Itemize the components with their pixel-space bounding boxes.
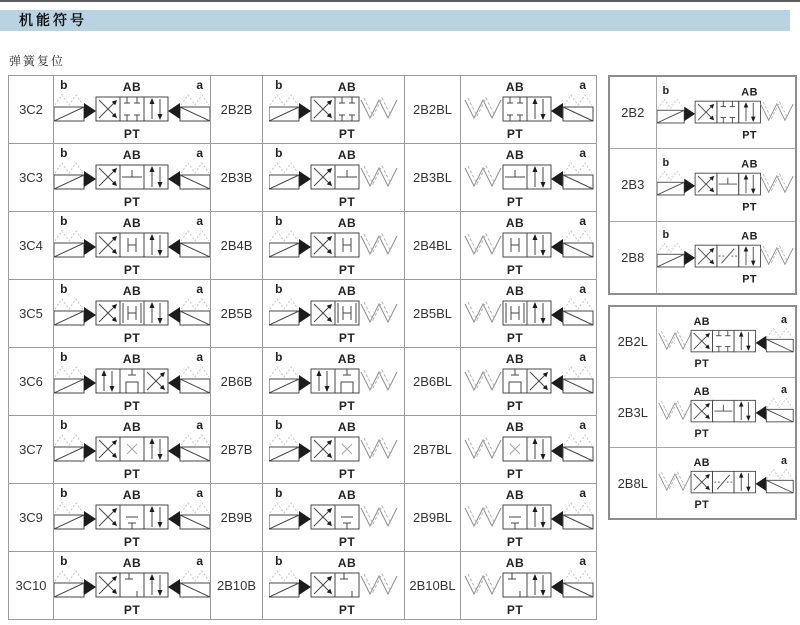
svg-text:PT: PT xyxy=(123,330,141,345)
valve-symbol-cell xyxy=(656,221,795,293)
valve-symbol-cell xyxy=(656,448,795,518)
svg-text:a: a xyxy=(196,281,204,296)
svg-text:b: b xyxy=(662,156,670,169)
svg-text:PT: PT xyxy=(506,194,523,209)
valve-symbol-svg xyxy=(657,382,795,442)
svg-text:b: b xyxy=(274,553,283,568)
valve-symbol-cell xyxy=(263,212,405,280)
svg-text:AB: AB xyxy=(337,555,356,570)
svg-text:AB: AB xyxy=(337,147,356,162)
valve-symbol-svg xyxy=(657,312,795,372)
valve-symbol-svg xyxy=(269,553,399,619)
svg-text:a: a xyxy=(578,145,587,160)
valve-symbol-cell xyxy=(461,348,597,416)
svg-text:b: b xyxy=(662,84,670,97)
table-row xyxy=(9,484,597,552)
svg-text:a: a xyxy=(780,384,788,397)
valve-symbol-svg xyxy=(463,77,595,143)
svg-text:b: b xyxy=(274,485,283,500)
svg-text:b: b xyxy=(60,553,68,568)
svg-text:b: b xyxy=(274,349,283,364)
model-label: 2B10B xyxy=(211,552,263,620)
svg-text:AB: AB xyxy=(505,555,524,570)
valve-symbol-svg xyxy=(269,77,399,143)
side-bottom-table xyxy=(610,307,795,518)
valve-symbol-svg xyxy=(54,213,210,279)
valve-symbol-svg xyxy=(269,281,399,347)
model-label: 2B8 xyxy=(610,221,656,293)
svg-text:b: b xyxy=(662,229,670,242)
svg-text:AB: AB xyxy=(505,147,524,162)
svg-text:a: a xyxy=(196,485,204,500)
valve-symbol-svg xyxy=(657,227,795,287)
model-label: 2B3L xyxy=(610,377,656,448)
svg-text:a: a xyxy=(196,213,204,228)
model-label: 2B3BL xyxy=(405,144,461,212)
svg-text:PT: PT xyxy=(123,466,141,481)
model-label: 3C2 xyxy=(9,76,54,144)
svg-text:PT: PT xyxy=(694,499,709,512)
main-table-body xyxy=(9,76,597,620)
svg-text:PT: PT xyxy=(694,357,709,370)
svg-text:b: b xyxy=(274,281,283,296)
model-label: 2B6B xyxy=(211,348,263,416)
svg-text:AB: AB xyxy=(337,351,356,366)
valve-symbol-cell xyxy=(656,77,795,149)
valve-symbol-cell xyxy=(461,484,597,552)
valve-symbol-cell xyxy=(461,76,597,144)
svg-text:AB: AB xyxy=(505,215,524,230)
valve-symbol-svg xyxy=(657,83,795,143)
model-label: 2B7B xyxy=(211,416,263,484)
svg-text:b: b xyxy=(60,145,68,160)
svg-text:PT: PT xyxy=(338,262,355,277)
svg-text:PT: PT xyxy=(338,126,355,141)
model-label: 2B7BL xyxy=(405,416,461,484)
model-label: 2B6BL xyxy=(405,348,461,416)
svg-text:AB: AB xyxy=(122,147,142,162)
table-row xyxy=(9,552,597,620)
svg-text:PT: PT xyxy=(506,534,523,549)
valve-symbol-svg xyxy=(54,417,210,483)
table-row xyxy=(9,280,597,348)
model-label: 2B3 xyxy=(610,149,656,221)
svg-text:PT: PT xyxy=(506,398,523,413)
svg-text:a: a xyxy=(196,349,204,364)
svg-text:b: b xyxy=(60,77,68,92)
side-bottom-body xyxy=(610,307,795,518)
valve-symbol-svg xyxy=(463,145,595,211)
svg-text:AB: AB xyxy=(693,457,710,470)
valve-symbol-cell xyxy=(263,484,405,552)
valve-symbol-cell xyxy=(54,212,211,280)
svg-text:a: a xyxy=(196,417,204,432)
model-label: 2B9B xyxy=(211,484,263,552)
valve-symbol-svg xyxy=(54,553,210,619)
svg-text:PT: PT xyxy=(338,330,355,345)
valve-symbol-cell xyxy=(263,144,405,212)
valve-symbol-cell xyxy=(656,377,795,448)
section-subtitle: 弹簧复位 xyxy=(9,54,66,68)
side-top-table xyxy=(610,77,795,293)
model-label: 2B8L xyxy=(610,448,656,518)
svg-text:PT: PT xyxy=(506,602,523,617)
model-label: 3C6 xyxy=(9,348,54,416)
model-label: 2B2L xyxy=(610,307,656,377)
svg-text:PT: PT xyxy=(338,534,355,549)
svg-text:a: a xyxy=(780,455,788,468)
table-row xyxy=(610,149,795,221)
valve-symbol-svg xyxy=(269,213,399,279)
svg-text:PT: PT xyxy=(123,602,141,617)
valve-symbol-svg xyxy=(54,77,210,143)
svg-text:PT: PT xyxy=(123,262,141,277)
table-row xyxy=(610,448,795,518)
svg-text:b: b xyxy=(274,213,283,228)
valve-symbol-cell xyxy=(263,76,405,144)
valve-symbol-cell xyxy=(461,280,597,348)
valve-symbol-svg xyxy=(54,485,210,551)
svg-text:a: a xyxy=(578,213,587,228)
svg-text:AB: AB xyxy=(505,283,524,298)
svg-text:PT: PT xyxy=(338,398,355,413)
model-label: 3C3 xyxy=(9,144,54,212)
side-top-body xyxy=(610,77,795,293)
svg-text:a: a xyxy=(578,485,587,500)
table-row xyxy=(610,77,795,149)
valve-symbol-svg xyxy=(54,349,210,415)
model-label: 2B2B xyxy=(211,76,263,144)
header-bar xyxy=(0,10,790,31)
valve-symbol-svg xyxy=(463,417,595,483)
valve-symbol-svg xyxy=(463,553,595,619)
svg-text:PT: PT xyxy=(741,201,757,214)
svg-text:AB: AB xyxy=(122,487,142,502)
valve-symbol-svg xyxy=(463,281,595,347)
model-label: 3C9 xyxy=(9,484,54,552)
svg-text:AB: AB xyxy=(122,555,142,570)
svg-text:PT: PT xyxy=(123,534,141,549)
svg-text:a: a xyxy=(578,77,587,92)
svg-text:b: b xyxy=(60,281,68,296)
valve-symbol-cell xyxy=(461,212,597,280)
valve-symbol-cell xyxy=(263,552,405,620)
table-row xyxy=(9,144,597,212)
model-label: 2B9BL xyxy=(405,484,461,552)
valve-symbol-cell xyxy=(461,416,597,484)
top-rule xyxy=(0,0,800,2)
svg-text:AB: AB xyxy=(505,419,524,434)
model-label: 2B5B xyxy=(211,280,263,348)
svg-text:AB: AB xyxy=(741,158,758,171)
svg-text:AB: AB xyxy=(337,487,356,502)
svg-text:AB: AB xyxy=(122,79,142,94)
model-label: 3C4 xyxy=(9,212,54,280)
valve-symbol-cell xyxy=(263,348,405,416)
svg-text:a: a xyxy=(578,553,587,568)
svg-text:PT: PT xyxy=(123,398,141,413)
valve-symbol-cell xyxy=(263,280,405,348)
svg-text:b: b xyxy=(60,485,68,500)
table-row xyxy=(9,76,597,144)
svg-text:PT: PT xyxy=(123,194,141,209)
svg-text:PT: PT xyxy=(338,466,355,481)
model-label: 2B2 xyxy=(610,77,656,149)
svg-text:a: a xyxy=(780,313,788,326)
valve-symbol-svg xyxy=(463,213,595,279)
svg-text:AB: AB xyxy=(337,79,356,94)
model-label: 2B2BL xyxy=(405,76,461,144)
svg-text:a: a xyxy=(578,281,587,296)
model-label: 2B10BL xyxy=(405,552,461,620)
svg-text:AB: AB xyxy=(693,386,710,399)
valve-symbol-svg xyxy=(463,485,595,551)
valve-symbol-cell xyxy=(54,76,211,144)
svg-text:PT: PT xyxy=(506,330,523,345)
svg-text:AB: AB xyxy=(337,215,356,230)
svg-text:AB: AB xyxy=(122,351,142,366)
svg-text:AB: AB xyxy=(505,79,524,94)
model-label: 2B4B xyxy=(211,212,263,280)
valve-symbol-svg xyxy=(269,485,399,551)
model-label: 3C5 xyxy=(9,280,54,348)
svg-text:b: b xyxy=(60,349,68,364)
svg-text:PT: PT xyxy=(506,126,523,141)
valve-symbol-cell xyxy=(461,552,597,620)
valve-symbol-cell xyxy=(656,149,795,221)
valve-symbol-cell xyxy=(461,144,597,212)
svg-text:AB: AB xyxy=(741,86,758,99)
model-label: 2B4BL xyxy=(405,212,461,280)
svg-text:PT: PT xyxy=(506,262,523,277)
svg-text:a: a xyxy=(578,349,587,364)
valve-symbol-svg xyxy=(269,417,399,483)
valve-symbol-cell xyxy=(54,144,211,212)
table-row xyxy=(610,221,795,293)
valve-symbol-svg xyxy=(54,145,210,211)
valve-symbol-svg xyxy=(657,155,795,215)
svg-text:AB: AB xyxy=(337,283,356,298)
svg-text:PT: PT xyxy=(741,129,757,142)
svg-text:b: b xyxy=(274,145,283,160)
svg-text:AB: AB xyxy=(693,315,710,328)
page-title: 机能符号 xyxy=(19,12,87,28)
svg-text:AB: AB xyxy=(337,419,356,434)
valve-symbol-svg xyxy=(269,349,399,415)
svg-text:b: b xyxy=(274,417,283,432)
svg-text:PT: PT xyxy=(123,126,141,141)
svg-text:a: a xyxy=(196,145,204,160)
svg-text:PT: PT xyxy=(338,194,355,209)
svg-text:b: b xyxy=(60,213,68,228)
valve-symbol-cell xyxy=(656,307,795,377)
model-label: 2B5BL xyxy=(405,280,461,348)
side-panel-bottom xyxy=(608,305,797,520)
table-row xyxy=(9,416,597,484)
table-row xyxy=(9,348,597,416)
svg-text:b: b xyxy=(274,77,283,92)
svg-text:AB: AB xyxy=(122,215,142,230)
svg-text:PT: PT xyxy=(741,273,757,286)
valve-symbol-svg xyxy=(269,145,399,211)
svg-text:PT: PT xyxy=(694,428,709,441)
side-panel-top xyxy=(608,75,797,295)
model-label: 3C7 xyxy=(9,416,54,484)
valve-symbol-svg xyxy=(657,453,795,513)
valve-symbol-cell xyxy=(54,280,211,348)
svg-text:a: a xyxy=(196,553,204,568)
table-row xyxy=(610,377,795,448)
svg-text:a: a xyxy=(578,417,587,432)
svg-text:b: b xyxy=(60,417,68,432)
valve-symbol-cell xyxy=(54,552,211,620)
svg-text:a: a xyxy=(196,77,204,92)
valve-symbol-cell xyxy=(54,348,211,416)
table-row xyxy=(9,212,597,280)
main-symbol-table xyxy=(8,75,597,620)
model-label: 3C10 xyxy=(9,552,54,620)
model-label: 2B3B xyxy=(211,144,263,212)
valve-symbol-svg xyxy=(54,281,210,347)
valve-symbol-cell xyxy=(54,416,211,484)
valve-symbol-cell xyxy=(54,484,211,552)
svg-text:AB: AB xyxy=(741,231,758,244)
svg-text:PT: PT xyxy=(506,466,523,481)
svg-text:AB: AB xyxy=(505,487,524,502)
valve-symbol-svg xyxy=(463,349,595,415)
svg-text:PT: PT xyxy=(338,602,355,617)
table-row xyxy=(610,307,795,377)
svg-text:AB: AB xyxy=(122,283,142,298)
svg-text:AB: AB xyxy=(122,419,142,434)
valve-symbol-cell xyxy=(263,416,405,484)
svg-text:AB: AB xyxy=(505,351,524,366)
